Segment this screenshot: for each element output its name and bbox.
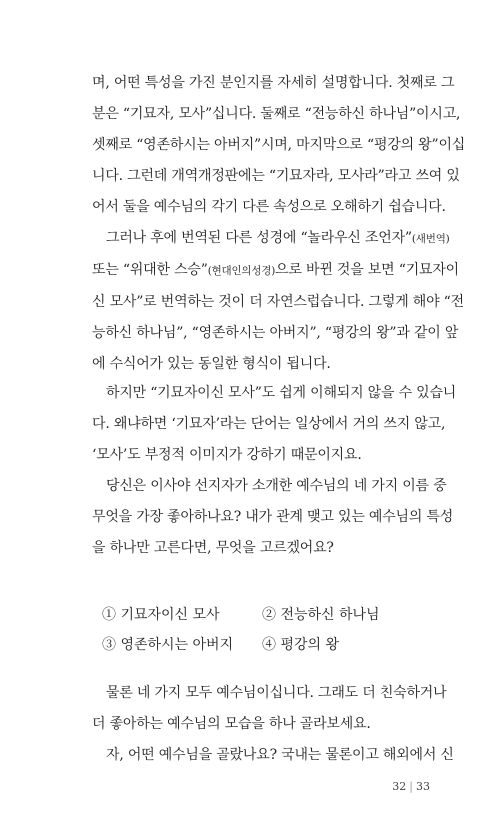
text-line: 분은 “기묘자, 모사”십니다. 둘째로 “전능하신 하나님”이시고, [92,106,461,122]
text-line [92,223,450,255]
text-segment: 또는 “위대한 스승” [92,262,208,278]
paragraph-2 [92,223,464,380]
text-line: 을 하나만 고른다면, 무엇을 고르겠어요? [92,540,334,556]
left-page-number: 32 [392,780,407,793]
text-segment: 으로 바뀐 것을 보면 “기묘자이 [275,262,459,278]
option-2: ② 전능하신 하나님 [262,607,380,623]
text-line: 에 수식어가 있는 동일한 형식이 됩니다. [92,356,331,372]
text-line: 당신은 이사야 선지자가 소개한 예수님의 네 가지 이름 중 [106,478,447,494]
text-line: 다. 왜냐하면 ‘기묘자’라는 단어는 일상에서 거의 쓰지 않고, [92,416,446,432]
translation-note: (새번역) [411,233,450,245]
option-4: ④ 평강의 왕 [262,637,339,653]
text-line [92,255,459,287]
paragraph-1 [92,68,466,223]
option-1: ① 기묘자이신 모사 [102,607,220,623]
options-row [102,630,442,660]
text-line: 하지만 “기묘자이신 모사”도 쉽게 이해되지 않을 수 있습니 [106,385,457,401]
text-line: 자, 어떤 예수님을 골랐나요? 국내는 물론이고 해외에서 신 [106,747,454,763]
text-line: 신 모사”로 번역하는 것이 더 자연스럽습니다. 그렇게 해야 “전 [92,294,464,310]
text-line: 무엇을 가장 좋아하나요? 내가 관계 맺고 있는 예수님의 특성 [92,509,454,525]
text-line: 셋째로 “영존하시는 아버지”시며, 마지막으로 “평강의 왕”이십 [92,137,466,153]
right-page-number: 33 [416,780,430,793]
translation-note: (현대인의성경) [207,265,276,277]
text-line: 니다. 그런데 개역개정판에는 “기묘자라, 모사라”라고 쓰여 있 [92,168,460,184]
answer-options [102,600,442,660]
text-line: ‘모사’도 부정적 이미지가 강하기 때문이지요. [92,447,362,463]
text-line: 어서 둘을 예수님의 각기 다른 속성으로 오해하기 쉽습니다. [92,199,446,215]
text-segment: 그러나 후에 번역된 다른 성경에 “놀라우신 조언자” [106,230,412,246]
text-line: 더 좋아하는 예수님의 모습을 하나 골라보세요. [92,716,371,732]
folio-separator: | [409,780,413,793]
paragraph-3 [92,378,457,471]
option-3: ③ 영존하시는 아버지 [102,637,234,653]
paragraph-5 [92,678,447,740]
text-line: 능하신 하나님”, “영존하시는 아버지”, “평강의 왕”과 같이 앞 [92,325,459,341]
paragraph-6 [92,740,454,771]
text-line: 며, 어떤 특성을 가진 분인지를 자세히 설명합니다. 첫째로 그 [92,75,455,91]
options-row [102,600,442,630]
text-line: 물론 네 가지 모두 예수님이십니다. 그래도 더 친숙하거나 [106,685,447,701]
paragraph-4 [92,471,454,564]
page-numbers [392,780,430,793]
